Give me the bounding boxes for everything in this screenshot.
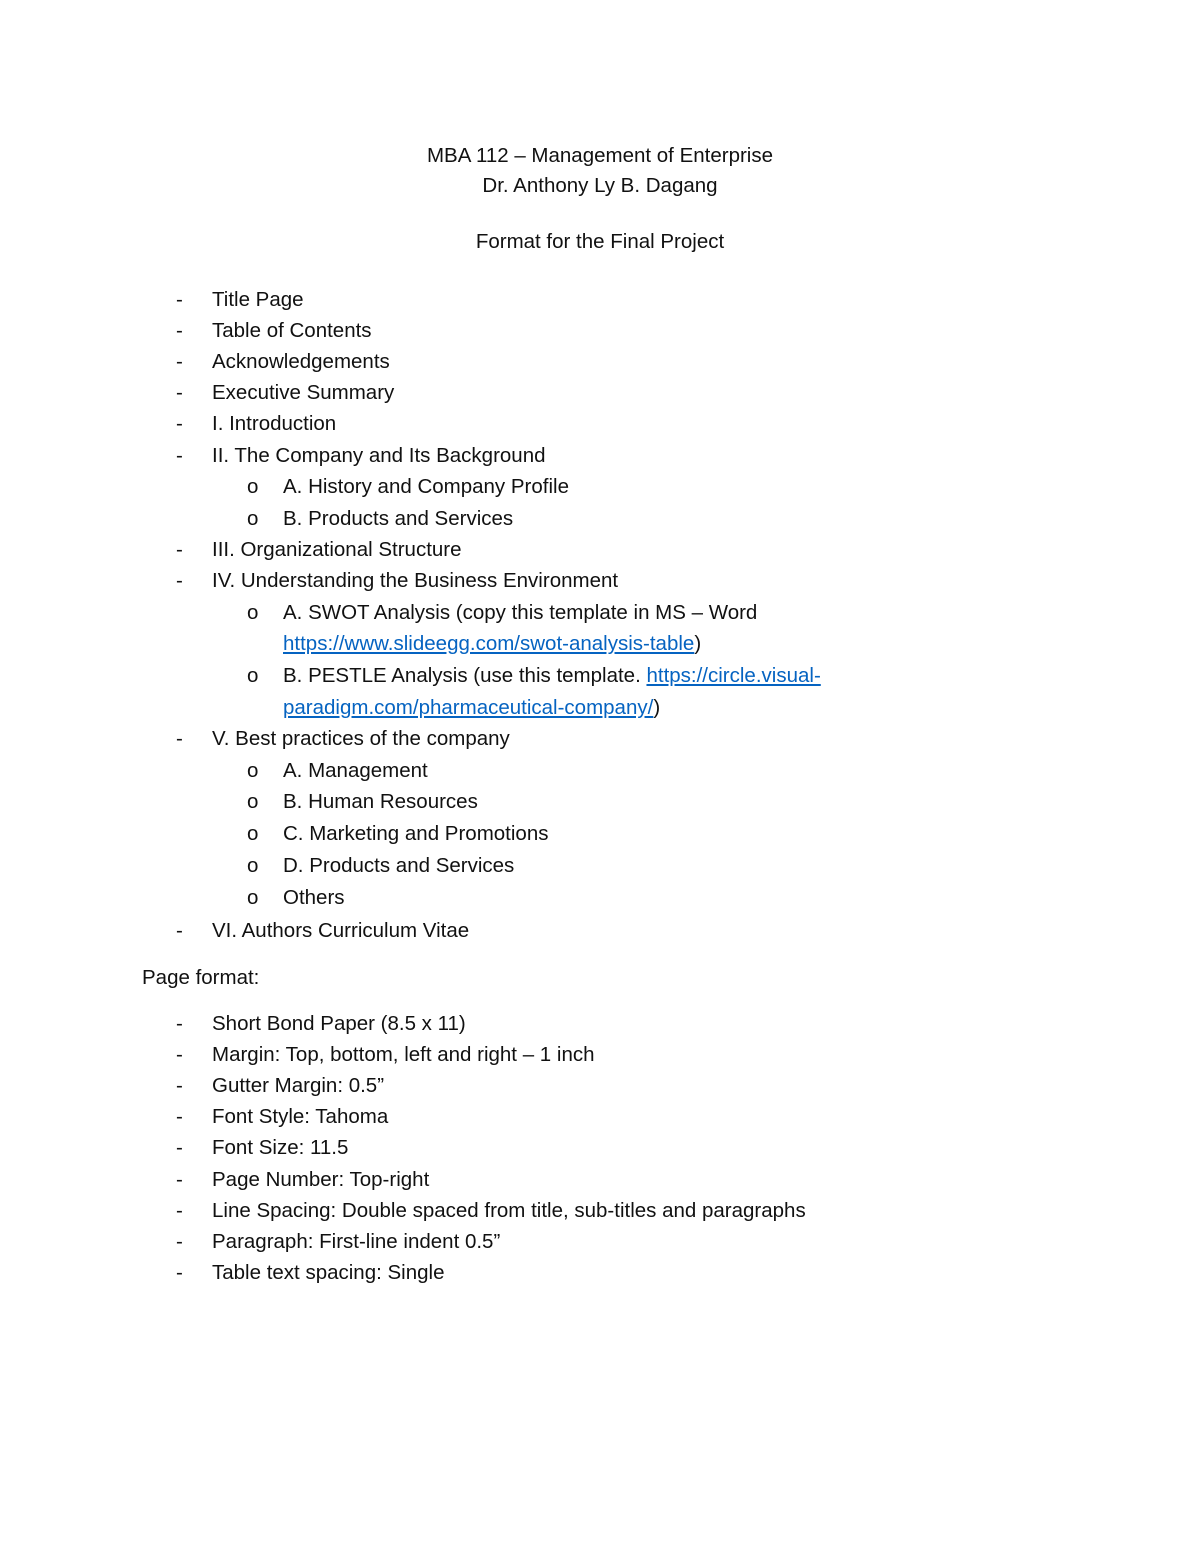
list-bullet: o — [247, 854, 259, 877]
list-item-intro: I. Introduction — [212, 412, 337, 435]
sub-item-products-a: B. Products and Services — [283, 507, 514, 530]
page-format-heading: Page format: — [142, 966, 260, 989]
list-item-toc: Table of Contents — [212, 319, 372, 342]
list-dash: - — [176, 288, 183, 311]
page-title: Format for the Final Project — [475, 230, 725, 253]
list-dash: - — [176, 1230, 183, 1253]
list-dash: - — [176, 727, 183, 750]
format-item-table-spacing: Table text spacing: Single — [212, 1261, 445, 1284]
list-item-company-bg: II. The Company and Its Background — [212, 444, 546, 467]
list-item-title-page: Title Page — [212, 288, 304, 311]
format-item-font-style: Font Style: Tahoma — [212, 1105, 389, 1128]
format-item-paper: Short Bond Paper (8.5 x 11) — [212, 1012, 466, 1035]
list-dash: - — [176, 1136, 183, 1159]
pestle-close-paren: ) — [653, 696, 661, 719]
list-dash: - — [176, 1168, 183, 1191]
list-dash: - — [176, 1105, 183, 1128]
sub-item-swot: A. SWOT Analysis (copy this template in MS – Word — [283, 601, 758, 624]
list-bullet: o — [247, 601, 259, 624]
sub-item-history: A. History and Company Profile — [283, 475, 569, 498]
format-item-gutter: Gutter Margin: 0.5” — [212, 1074, 385, 1097]
list-bullet: o — [247, 759, 259, 782]
list-bullet: o — [247, 886, 259, 909]
sub-item-management: A. Management — [283, 759, 428, 782]
sub-item-hr: B. Human Resources — [283, 790, 478, 813]
pestle-text: B. PESTLE Analysis (use this template. — [283, 664, 647, 687]
sub-item-swot-link-line — [283, 631, 701, 657]
list-dash: - — [176, 381, 183, 404]
list-bullet: o — [247, 507, 259, 530]
swot-link[interactable]: https://www.slideegg.com/swot-analysis-table — [283, 632, 695, 655]
sub-item-others: Others — [283, 886, 345, 909]
list-dash: - — [176, 1012, 183, 1035]
list-item-exec-summary: Executive Summary — [212, 381, 395, 404]
list-dash: - — [176, 444, 183, 467]
list-dash: - — [176, 412, 183, 435]
pestle-link-part2[interactable]: paradigm.com/pharmaceutical-company/ — [283, 696, 654, 719]
list-dash: - — [176, 538, 183, 561]
list-dash: - — [176, 1074, 183, 1097]
format-item-margin: Margin: Top, bottom, left and right – 1 inch — [212, 1043, 595, 1066]
sub-item-pestle — [283, 663, 821, 689]
list-bullet: o — [247, 475, 259, 498]
list-bullet: o — [247, 790, 259, 813]
instructor-name: Dr. Anthony Ly B. Dagang — [482, 174, 718, 197]
list-item-business-env: IV. Understanding the Business Environment — [212, 569, 619, 592]
list-item-org-structure: III. Organizational Structure — [212, 538, 462, 561]
format-item-page-number: Page Number: Top-right — [212, 1168, 430, 1191]
sub-item-products-d: D. Products and Services — [283, 854, 515, 877]
list-dash: - — [176, 1199, 183, 1222]
list-dash: - — [176, 350, 183, 373]
sub-item-marketing: C. Marketing and Promotions — [283, 822, 549, 845]
format-item-paragraph: Paragraph: First-line indent 0.5” — [212, 1230, 501, 1253]
list-dash: - — [176, 1043, 183, 1066]
format-item-font-size: Font Size: 11.5 — [212, 1136, 349, 1159]
list-item-best-practices: V. Best practices of the company — [212, 727, 510, 750]
list-dash: - — [176, 319, 183, 342]
sub-item-pestle-link-line — [283, 695, 660, 721]
swot-close-paren: ) — [694, 632, 702, 655]
list-dash: - — [176, 569, 183, 592]
list-dash: - — [176, 1261, 183, 1284]
list-bullet: o — [247, 664, 259, 687]
list-bullet: o — [247, 822, 259, 845]
pestle-link-part1[interactable]: https://circle.visual- — [646, 664, 821, 687]
list-item-acknowledgements: Acknowledgements — [212, 350, 390, 373]
format-item-line-spacing: Line Spacing: Double spaced from title, sub-titles and paragraphs — [212, 1199, 806, 1222]
list-dash: - — [176, 919, 183, 942]
list-item-cv: VI. Authors Curriculum Vitae — [212, 919, 470, 942]
course-title: MBA 112 – Management of Enterprise — [426, 144, 774, 167]
